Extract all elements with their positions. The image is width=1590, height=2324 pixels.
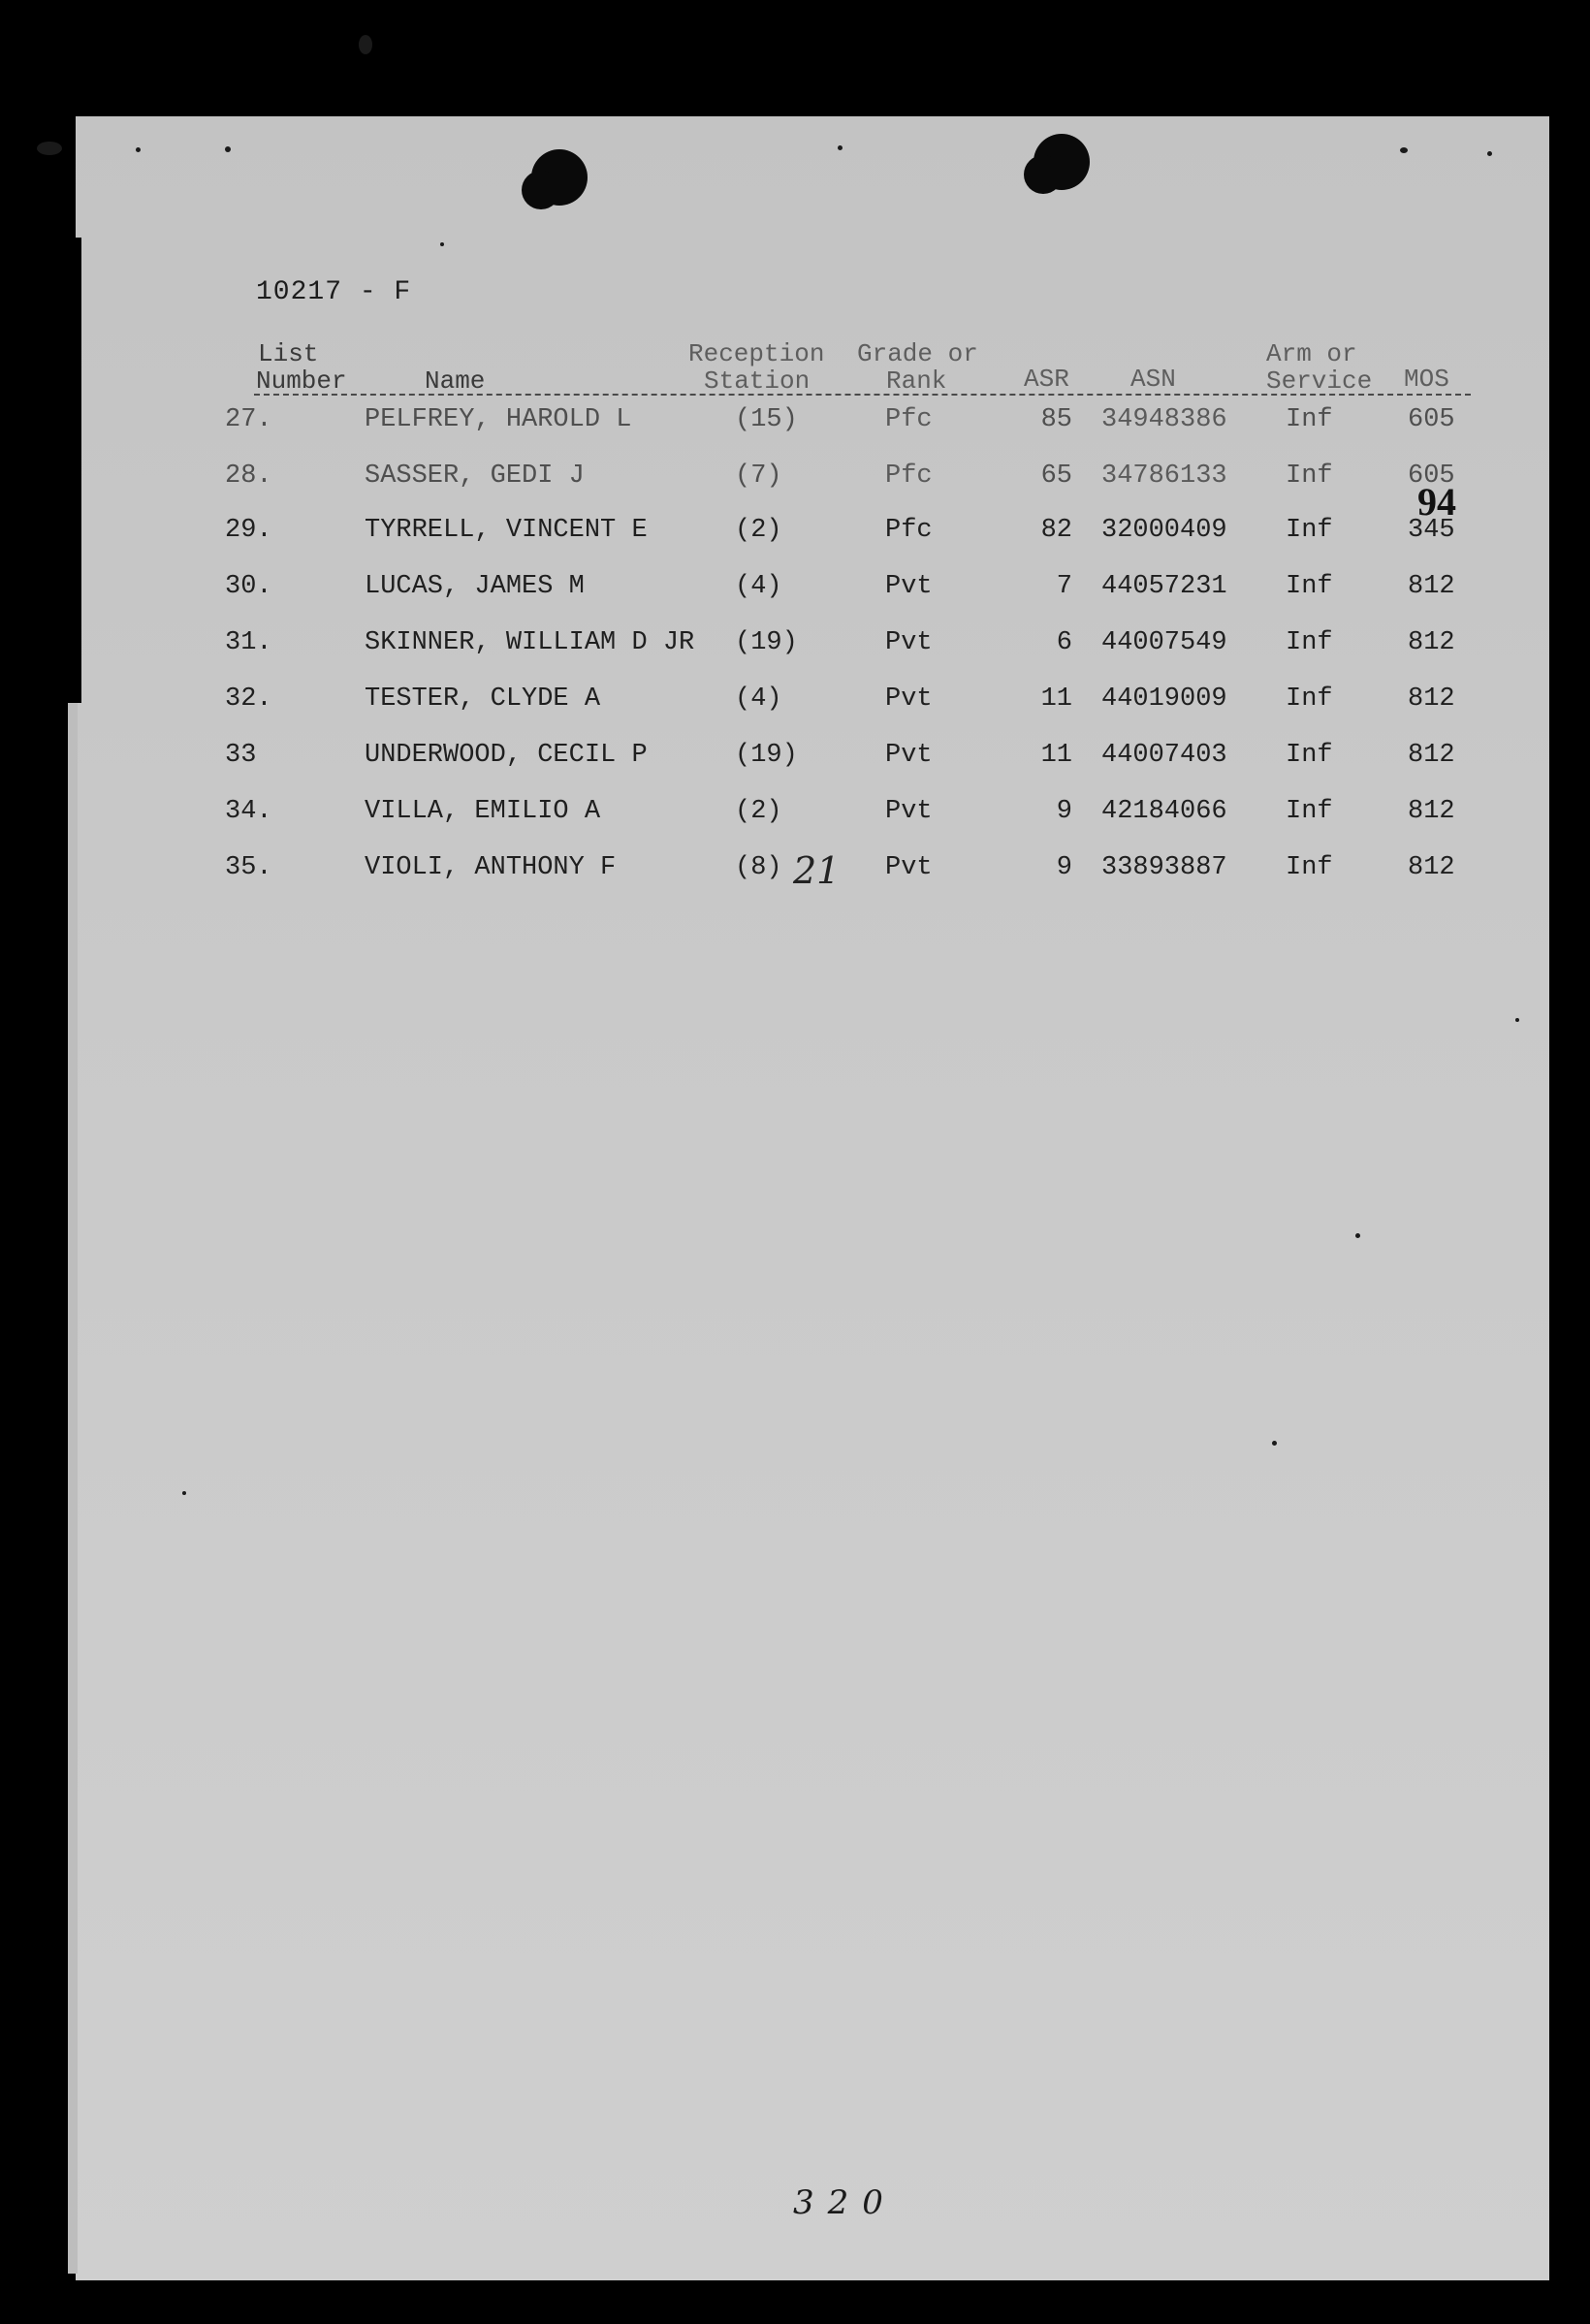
scan-speck — [37, 142, 62, 155]
page-edge — [68, 703, 78, 2274]
service-number: 42184066 — [1101, 797, 1227, 826]
table-row — [0, 741, 1590, 780]
soldier-name: VIOLI, ANTHONY F — [365, 853, 617, 882]
arm-of-service: Inf — [1286, 405, 1333, 434]
table-row — [0, 572, 1590, 611]
rank: Pvt — [885, 572, 933, 601]
list-number: 30. — [225, 572, 272, 601]
soldier-name: SKINNER, WILLIAM D JR — [365, 628, 695, 657]
table-row — [0, 462, 1590, 500]
header-name: Name — [425, 366, 486, 396]
asr-score: 7 — [1056, 572, 1072, 601]
punch-hole-right — [1034, 134, 1090, 190]
reception-station: (15) — [735, 405, 798, 434]
header-reception-2: Station — [704, 366, 811, 396]
header-grade-1: Grade or — [857, 339, 978, 368]
scan-speck — [1272, 1441, 1277, 1446]
table-row — [0, 628, 1590, 667]
scan-speck — [1487, 151, 1492, 156]
mos-code: 812 — [1408, 797, 1455, 826]
handwritten-station-correction: 21 — [793, 849, 841, 892]
asr-score: 9 — [1056, 853, 1072, 882]
arm-of-service: Inf — [1286, 462, 1333, 491]
rank: Pvt — [885, 741, 933, 770]
service-number: 44019009 — [1101, 684, 1227, 714]
rank: Pfc — [885, 405, 933, 434]
table-row — [0, 405, 1590, 444]
soldier-name: TYRRELL, VINCENT E — [365, 516, 648, 545]
list-number: 33 — [225, 741, 257, 770]
header-arm-2: Service — [1266, 366, 1373, 396]
soldier-name: TESTER, CLYDE A — [365, 684, 601, 714]
reception-station: (2) — [735, 516, 782, 545]
reception-station: (2) — [735, 797, 782, 826]
mos-code: 605 — [1408, 462, 1455, 491]
scan-speck — [225, 146, 231, 152]
reception-station: (8) — [735, 853, 782, 882]
service-number: 34948386 — [1101, 405, 1227, 434]
service-number: 33893887 — [1101, 853, 1227, 882]
scan-speck — [1400, 147, 1408, 153]
scan-speck — [1355, 1233, 1360, 1238]
header-divider — [254, 394, 1471, 396]
arm-of-service: Inf — [1286, 741, 1333, 770]
asr-score: 85 — [1040, 405, 1072, 434]
mos-code: 812 — [1408, 853, 1455, 882]
scan-speck — [136, 147, 141, 152]
handwritten-footer-mark: 320 — [793, 2183, 897, 2222]
header-asn: ASN — [1130, 365, 1176, 394]
list-number: 32. — [225, 684, 272, 714]
scan-speck — [359, 35, 372, 54]
soldier-name: VILLA, EMILIO A — [365, 797, 601, 826]
arm-of-service: Inf — [1286, 628, 1333, 657]
asr-score: 6 — [1056, 628, 1072, 657]
soldier-name: SASSER, GEDI J — [365, 462, 585, 491]
asr-score: 65 — [1040, 462, 1072, 491]
punch-hole-left — [531, 149, 588, 206]
rank: Pvt — [885, 628, 933, 657]
header-asr: ASR — [1024, 365, 1069, 394]
arm-of-service: Inf — [1286, 797, 1333, 826]
rank: Pvt — [885, 684, 933, 714]
list-number: 34. — [225, 797, 272, 826]
service-number: 44057231 — [1101, 572, 1227, 601]
scan-speck — [1515, 1018, 1519, 1022]
arm-of-service: Inf — [1286, 684, 1333, 714]
reception-station: (19) — [735, 741, 798, 770]
scan-speck — [182, 1491, 186, 1495]
mos-code: 812 — [1408, 572, 1455, 601]
rank: Pvt — [885, 797, 933, 826]
header-grade-2: Rank — [886, 366, 947, 396]
mos-code: 812 — [1408, 741, 1455, 770]
mos-code: 812 — [1408, 628, 1455, 657]
list-number: 31. — [225, 628, 272, 657]
rank: Pfc — [885, 516, 933, 545]
arm-of-service: Inf — [1286, 853, 1333, 882]
asr-score: 82 — [1040, 516, 1072, 545]
reception-station: (19) — [735, 628, 798, 657]
header-reception-1: Reception — [688, 339, 825, 368]
soldier-name: UNDERWOOD, CECIL P — [365, 741, 648, 770]
header-list-number-2: Number — [256, 366, 347, 396]
table-row — [0, 797, 1590, 836]
service-number: 44007549 — [1101, 628, 1227, 657]
header-list-number-1: List — [258, 339, 319, 368]
service-number: 32000409 — [1101, 516, 1227, 545]
header-mos: MOS — [1404, 365, 1449, 394]
document-id: 10217 - F — [256, 277, 412, 307]
list-number: 35. — [225, 853, 272, 882]
reception-station: (4) — [735, 572, 782, 601]
mos-code: 605 — [1408, 405, 1455, 434]
header-arm-1: Arm or — [1266, 339, 1357, 368]
mos-code: 812 — [1408, 684, 1455, 714]
rank: Pvt — [885, 853, 933, 882]
mos-code: 345 — [1408, 516, 1455, 545]
soldier-name: PELFREY, HAROLD L — [365, 405, 632, 434]
list-number: 28. — [225, 462, 272, 491]
page-stamp-number: 94 — [1417, 480, 1456, 524]
scan-speck — [838, 145, 843, 150]
arm-of-service: Inf — [1286, 516, 1333, 545]
asr-score: 11 — [1040, 684, 1072, 714]
table-row — [0, 516, 1590, 555]
list-number: 27. — [225, 405, 272, 434]
service-number: 44007403 — [1101, 741, 1227, 770]
list-number: 29. — [225, 516, 272, 545]
scan-speck — [440, 242, 444, 246]
asr-score: 9 — [1056, 797, 1072, 826]
rank: Pfc — [885, 462, 933, 491]
asr-score: 11 — [1040, 741, 1072, 770]
reception-station: (4) — [735, 684, 782, 714]
soldier-name: LUCAS, JAMES M — [365, 572, 585, 601]
arm-of-service: Inf — [1286, 572, 1333, 601]
reception-station: (7) — [735, 462, 782, 491]
service-number: 34786133 — [1101, 462, 1227, 491]
table-row — [0, 684, 1590, 723]
